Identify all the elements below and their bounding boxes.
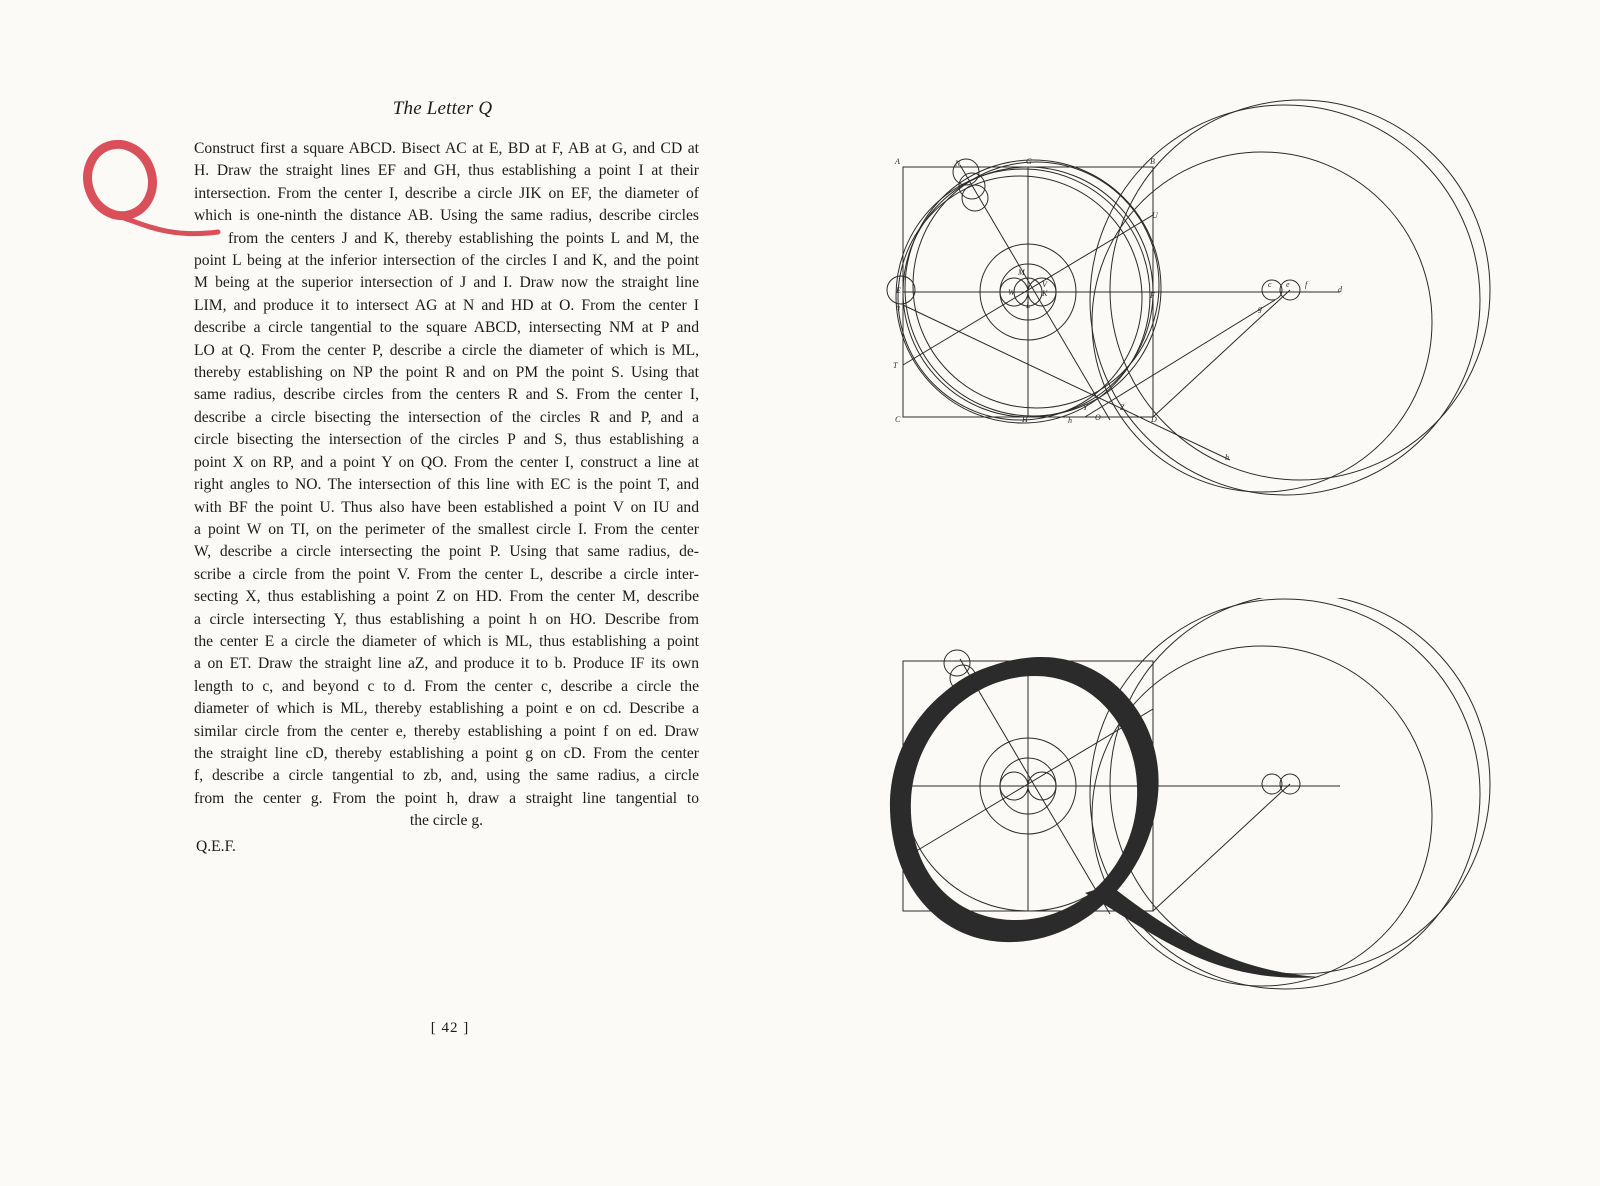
text-line: LIM, and produce it to intersect AG at N and HD at O. From the center I (194, 296, 699, 314)
text-line: with BF the point U. Thus also have been established a point V on IU and (194, 498, 699, 516)
label-a: a (896, 303, 900, 312)
label-Z: Z (1120, 403, 1125, 412)
label-U: U (1152, 211, 1158, 220)
text-line: similar circle from the center e, thereby establishing a point f on ed. Draw (194, 722, 699, 740)
body-text (194, 138, 699, 833)
text-line: right angles to NO. The intersection of this line with EC is the point T, and (194, 476, 699, 494)
label-D: D (1151, 415, 1157, 424)
text-line: the circle g. (409, 812, 484, 830)
text-line: point X on RP, and a point Y on QO. From the center I, construct a line at (194, 453, 699, 471)
label-b: b (1225, 453, 1229, 462)
drop-cap-letter: Q (72, 138, 73, 139)
text-line: describe a circle bisecting the intersection of the circles R and P, and a (194, 408, 699, 426)
label-L: L (1026, 301, 1031, 310)
label-K: K (1042, 289, 1048, 298)
text-line: a circle intersecting Y, thus establishing a point h on HO. Describe from (194, 610, 699, 628)
text-line: a point W on TI, on the perimeter of the smallest circle I. From the center (194, 520, 699, 538)
text-line: describe a circle tangential to the square ABCD, intersecting NM at P and (194, 319, 699, 337)
text-line: W, describe a circle intersecting the point P. Using that same radius, de- (194, 543, 699, 561)
label-V: V (1042, 280, 1047, 289)
page-title: The Letter Q (392, 98, 493, 119)
text-line: from the centers J and K, thereby establishing the points L and M, the (228, 229, 699, 247)
label-F: F (1150, 291, 1155, 300)
label-d: d (1338, 285, 1342, 294)
label-O: O (1095, 413, 1101, 422)
text-line: f, describe a circle tangential to zb, and, using the same radius, a circle (194, 767, 699, 785)
label-A: A (895, 157, 900, 166)
text-line: Construct first a square ABCD. Bisect AC at E, BD at F, AB at G, and CD at (194, 140, 699, 157)
text-line: secting X, thus establishing a point Z on HD. From the center M, describe (194, 588, 699, 606)
label-M: M (1018, 268, 1025, 277)
text-line: diameter of which is ML, thereby establishing a point e on cd. Describe a (194, 700, 699, 718)
label-f: f (1305, 280, 1308, 289)
label-T: T (893, 361, 898, 370)
label-E: E (896, 286, 901, 295)
label-N: N (955, 159, 961, 168)
text-line: same radius, describe circles from the centers R and S. From the center I, (194, 386, 699, 404)
text-line: from the center g. From the point h, draw a straight line tangential to (194, 789, 699, 807)
text-line: length to c, and beyond c to d. From the center c, describe a circle the (194, 677, 699, 695)
text-line: LO at Q. From the center P, describe a circle the diameter of which is ML, (194, 341, 699, 359)
label-c: c (1268, 280, 1272, 289)
text-line: circle bisecting the intersection of the circles P and S, thus establishing a (194, 431, 699, 449)
text-line: which is one-ninth the distance AB. Using the same radius, describe circles (194, 207, 699, 225)
label-h: h (1068, 416, 1072, 425)
page-number: [ 42 ] (430, 1020, 470, 1036)
finished-letter-diagram (870, 598, 1510, 998)
label-C: C (895, 415, 901, 424)
label-G: G (1026, 157, 1032, 166)
text-line: M being at the superior intersection of J and I. Draw now the straight line (194, 274, 699, 292)
text-line: a on ET. Draw the straight line aZ, and produce it to b. Produce IF its own (194, 655, 699, 673)
text-line: scribe a circle from the point V. From the center L, describe a circle inter- (194, 565, 699, 583)
label-B: B (1150, 157, 1155, 166)
text-line: the center E a circle the diameter of which is ML, thus establishing a point (194, 632, 699, 650)
text-line: the straight line cD, thereby establishing a point g on cD. From the center (194, 744, 699, 762)
label-e: e (1286, 280, 1290, 289)
q-letterform (890, 657, 1320, 978)
label-Y: Y (1083, 403, 1088, 412)
text-line: H. Draw the straight lines EF and GH, thus establishing a point I at their (194, 162, 699, 180)
construction-diagram (870, 95, 1510, 515)
label-H: H (1022, 415, 1028, 424)
label-W: W (1008, 288, 1015, 297)
text-line: intersection. From the center I, describe a circle JIK on EF, the diameter of (194, 184, 699, 202)
text-line: thereby establishing on NP the point R and on PM the point S. Using that (194, 364, 699, 382)
label-g: g (1258, 304, 1262, 313)
qef-mark: Q.E.F. (196, 838, 236, 855)
text-line: point L being at the inferior intersection of the circles I and K, and the point (194, 252, 699, 270)
right-page (800, 0, 1600, 1186)
